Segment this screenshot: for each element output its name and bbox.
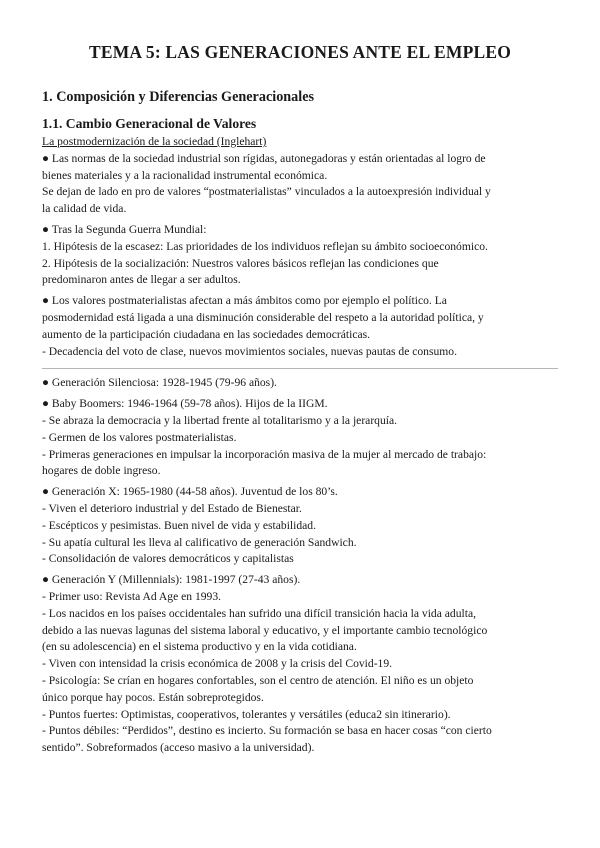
text-line: único porque hay pocos. Están sobreprotegidos.: [42, 690, 264, 704]
text-line: ● Las normas de la sociedad industrial son rígidas, autonegadoras y están orientadas al logro de: [42, 151, 486, 165]
text-line: - Escépticos y pesimistas. Buen nivel de vida y estabilidad.: [42, 518, 317, 532]
text-line: - Viven el deterioro industrial y del Estado de Bienestar.: [42, 501, 302, 515]
text-line: aumento de la participación ciudadana en las sociedades democráticas.: [42, 327, 371, 341]
text-line: sentido”. Sobreformados (acceso masivo a la universidad).: [42, 741, 315, 755]
text-line: ● Generación Y (Millennials): 1981-1997 (27-43 años).: [42, 573, 301, 587]
text-line: - Psicología: Se crían en hogares confortables, son el centro de atención. El niño es un objeto: [42, 673, 474, 687]
text-line: debido a las nuevas lagunas del sistema laboral y educativo, y el importante cambio tecnológico: [42, 623, 488, 637]
text-line: ● Generación Silenciosa: 1928-1945 (79-96 años).: [42, 376, 277, 390]
section-heading: 1. Composición y Diferencias Generacionales: [42, 89, 315, 105]
text-line: ● Baby Boomers: 1946-1964 (59-78 años). Hijos de la IIGM.: [42, 397, 328, 411]
text-line: ● Generación X: 1965-1980 (44-58 años). Juventud de los 80’s.: [42, 485, 338, 499]
text-line: - Primer uso: Revista Ad Age en 1993.: [42, 589, 222, 603]
text-line: - Viven con intensidad la crisis económica de 2008 y la crisis del Covid-19.: [42, 657, 393, 671]
text-line: hogares de doble ingreso.: [42, 464, 161, 478]
text-line: - Los nacidos en los países occidentales han sufrido una difícil transición hacia la vida adulta,: [42, 606, 476, 620]
text-line: predominaron antes de llegar a ser adultos.: [42, 273, 241, 287]
text-line: - Consolidación de valores democráticos y capitalistas: [42, 552, 294, 566]
document-title: TEMA 5: LAS GENERACIONES ANTE EL EMPLEO: [88, 42, 512, 62]
text-line: - Se abraza la democracia y la libertad frente al totalitarismo y a la jerarquía.: [42, 413, 398, 427]
text-line: 2. Hipótesis de la socialización: Nuestros valores básicos reflejan las condiciones que: [42, 256, 439, 270]
text-line: Se dejan de lado en pro de valores “postmaterialistas” vinculados a la autoexpresión individual y: [42, 185, 491, 199]
paragraph-postmaterialist-values: [42, 293, 558, 360]
paragraph-hypotheses: [42, 222, 558, 289]
paragraph-generation-y: [42, 572, 558, 757]
text-line: bienes materiales y a la racionalidad instrumental económica.: [42, 168, 328, 182]
paragraph-postmodern-norms: [42, 151, 558, 218]
text-line: ● Los valores postmaterialistas afectan a más ámbitos como por ejemplo el político. La: [42, 294, 447, 308]
topic-subheading: La postmodernización de la sociedad (Inglehart): [42, 135, 267, 148]
divider: [42, 368, 558, 369]
text-line: - Su apatía cultural les lleva al calificativo de generación Sandwich.: [42, 535, 357, 549]
text-line: la calidad de vida.: [42, 202, 127, 216]
paragraph-baby-boomers: [42, 396, 558, 480]
text-line: - Primeras generaciones en impulsar la incorporación masiva de la mujer al mercado de trabajo:: [42, 447, 487, 461]
text-line: 1. Hipótesis de la escasez: Las prioridades de los individuos reflejan su ámbito socioeconómico.: [42, 239, 488, 253]
text-line: - Germen de los valores postmaterialistas.: [42, 430, 237, 444]
text-line: ● Tras la Segunda Guerra Mundial:: [42, 222, 207, 236]
text-line: - Decadencia del voto de clase, nuevos movimientos sociales, nuevas pautas de consumo.: [42, 344, 457, 358]
paragraph-silent-generation: [42, 375, 558, 392]
text-line: (en su adolescencia) en el sistema productivo y en la vida cotidiana.: [42, 640, 357, 654]
text-line: - Puntos fuertes: Optimistas, cooperativos, tolerantes y versátiles (educa2 sin itinerario).: [42, 707, 451, 721]
paragraph-generation-x: [42, 484, 558, 568]
subsection-heading: 1.1. Cambio Generacional de Valores: [42, 116, 257, 131]
text-line: posmodernidad está ligada a una disminución considerable del respeto a la autoridad política, y: [42, 310, 484, 324]
text-line: - Puntos débiles: “Perdidos”, destino es incierto. Su formación se basa en hacer cosas “con cierto: [42, 724, 492, 738]
